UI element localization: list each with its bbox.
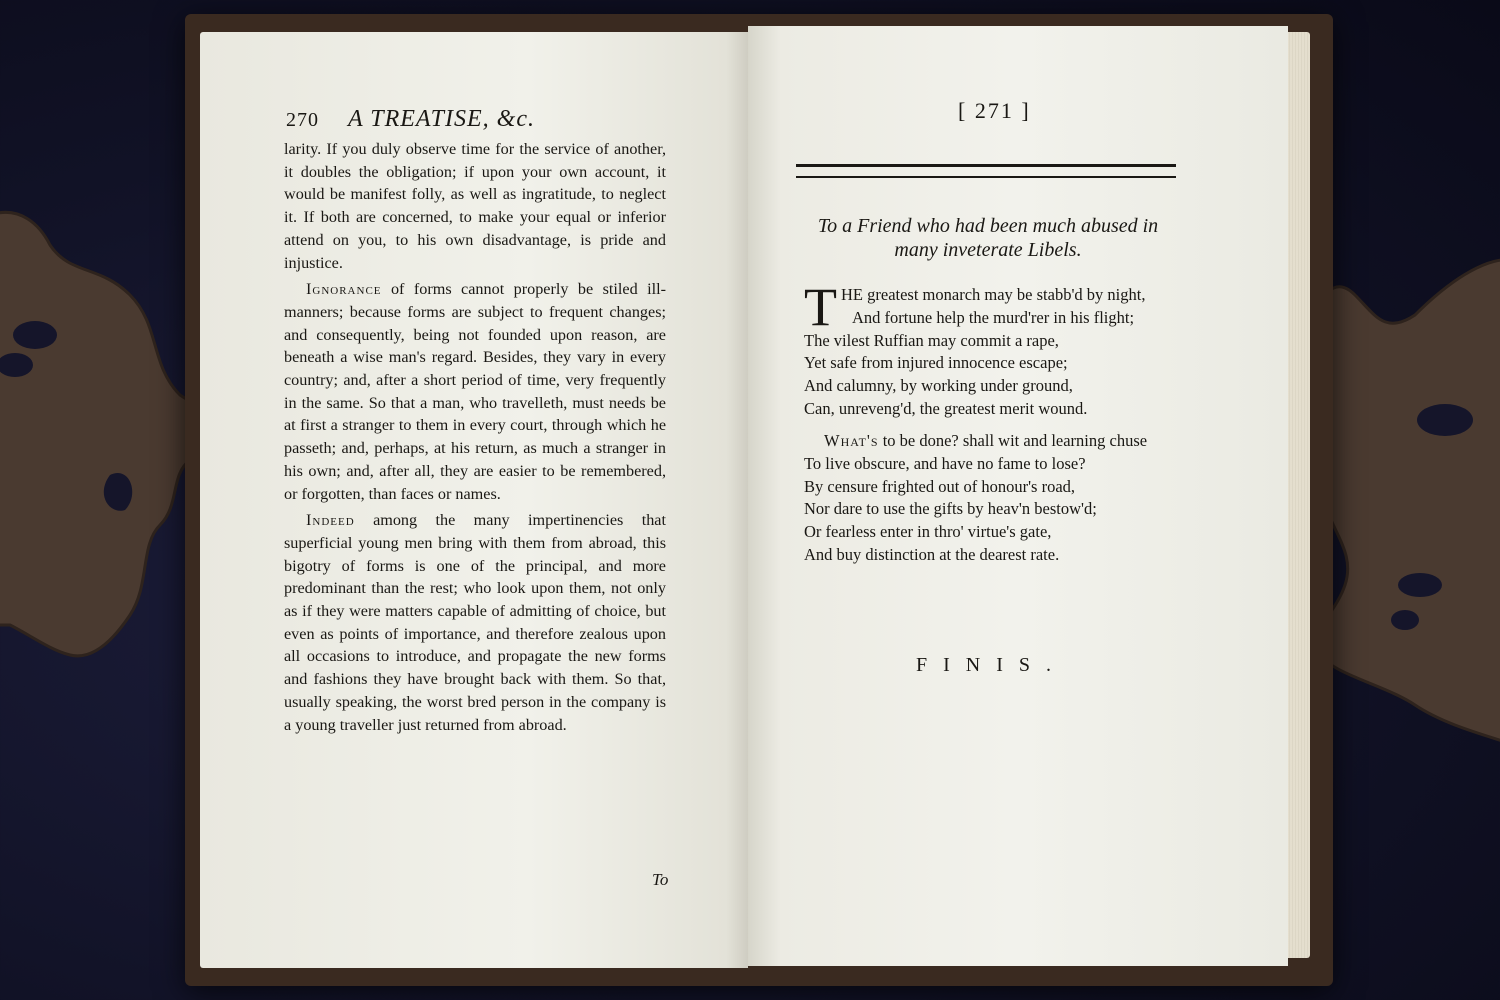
poem-line: And calumny, by working under ground, <box>804 376 1073 396</box>
stanza-2 <box>804 430 1224 567</box>
poem-line: Nor dare to use the gifts by heav'n bestow'd; <box>804 499 1097 519</box>
catchword: To <box>652 870 669 889</box>
poem-line-text: to be done? shall wit and learning chuse <box>878 431 1148 450</box>
poem-line: Yet safe from injured innocence escape; <box>804 353 1068 373</box>
running-head <box>286 106 535 133</box>
folio: [ 271 ] <box>958 98 1031 123</box>
finis: FINIS. <box>916 654 1068 676</box>
poem-line <box>804 430 1224 453</box>
poem-title-line: many inveterate Libels. <box>894 239 1082 261</box>
drop-cap: T <box>804 277 837 337</box>
poem-line: Can, unreveng'd, the greatest merit wound. <box>804 398 1088 418</box>
poem-title <box>798 214 1178 262</box>
poem-title-line: To a Friend who had been much abused in <box>817 215 1159 237</box>
poem-line: The vilest Ruffian may commit a rape, <box>804 330 1059 350</box>
page-edges <box>1288 32 1310 958</box>
poem-line: HE greatest monarch may be stabb'd by night, <box>841 285 1146 304</box>
poem-line: And buy distinction at the dearest rate. <box>804 544 1060 564</box>
double-rule <box>796 164 1176 178</box>
poem-line: To live obscure, and have no fame to lose? <box>804 453 1086 473</box>
stanza-1 <box>804 277 1224 421</box>
paragraph-text: among the many impertinencies that superficial young men bring with them from abroad, this bigotry of forms is one of the principal, and more predominant than the rest; who look upon them, not only as if they were matters capable of admitting of choice, but even as points of importance, and therefore zealous upon all occasions to introduce, and propagate the new forms and fashions they have brought back with them. So that, usually speaking, the worst bred person in the company is a young traveller just returned from abroad. <box>284 511 666 734</box>
paragraph-lead: Indeed <box>306 511 355 530</box>
poem-line: And fortune help the murd'rer in his flight; <box>852 307 1135 327</box>
running-title: A TREATISE, &c. <box>348 106 535 132</box>
body-text <box>284 138 666 736</box>
paragraph: larity. If you duly observe time for the service of another, it doubles the obligation; if upon your own account, it would be manifest folly, as well as ingratitude, to neglect it. If both are concerned, to make your equal or inferior attend on you, to his own disadvantage, is pride and injustice. <box>284 140 666 272</box>
poem-line: By censure frighted out of honour's road, <box>804 476 1076 496</box>
right-page <box>748 26 1288 966</box>
paragraph <box>284 509 666 736</box>
stanza-lead: What's <box>824 431 879 450</box>
poem-line: Or fearless enter in thro' virtue's gate, <box>804 522 1052 542</box>
page-number: 270 <box>286 109 319 131</box>
paragraph-text: of forms cannot properly be stiled ill-manners; because forms are subject to frequent changes; and consequently, being not founded upon reason, are beneath a wise man's regard. Besides, they vary in every country; and, after a short period of time, very frequently in the same. So that a man, who travelleth, must needs be at first a stranger to them in every court, through which he passeth; and, perhaps, at his return, as much a stranger in his own; and, after all, they are easier to be remembered, or forgotten, than faces or names. <box>284 280 666 503</box>
paragraph-lead: Ignorance <box>306 280 382 299</box>
left-page <box>200 32 748 968</box>
paragraph <box>284 278 666 505</box>
